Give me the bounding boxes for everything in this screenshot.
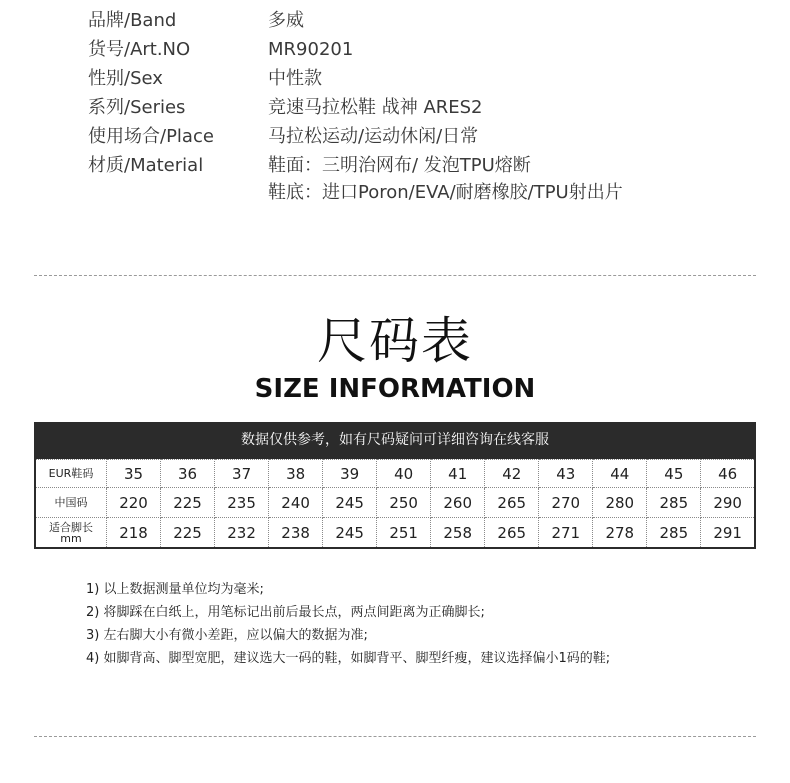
table-cell: 36 (161, 460, 215, 488)
spec-label: 性别/Sex (88, 68, 163, 89)
table-cell: 41 (431, 460, 485, 488)
table-cell: 40 (377, 460, 431, 488)
size-chart-title: 尺码表 (317, 312, 473, 370)
spec-value: 鞋面：三明治网布/ 发泡TPU熔断 (268, 155, 531, 176)
spec-value: 鞋底：进口Poron/EVA/耐磨橡胶/TPU射出片 (268, 182, 623, 203)
table-cell: 39 (323, 460, 377, 488)
size-grid (34, 459, 756, 549)
table-cell: 35 (107, 460, 161, 488)
spec-row-material-sole (88, 178, 623, 207)
size-table (34, 422, 756, 549)
table-cell: 270 (539, 488, 593, 518)
table-cell: 220 (107, 488, 161, 518)
table-cell: 38 (269, 460, 323, 488)
table-cell: 225 (161, 518, 215, 549)
spec-value: 多威 (268, 10, 304, 31)
spec-value: 马拉松运动/运动休闲/日常 (268, 126, 479, 147)
table-cell: 280 (593, 488, 647, 518)
table-cell: 42 (485, 460, 539, 488)
size-chart-subtitle: SIZE INFORMATION (254, 374, 536, 404)
table-cell: 260 (431, 488, 485, 518)
note-item: 2) 将脚踩在白纸上，用笔标记出前后最长点，两点间距离为正确脚长; (86, 605, 485, 620)
note-item: 4) 如脚背高、脚型宽肥，建议选大一码的鞋，如脚背平、脚型纤瘦，建议选择偏小1码的鞋; (86, 651, 611, 666)
row-label-text: EUR鞋码 (48, 467, 94, 480)
row-label-text: 中国码 (54, 496, 88, 509)
product-specs (88, 6, 623, 207)
table-cell: 285 (647, 488, 701, 518)
table-cell: 251 (377, 518, 431, 549)
table-header: 数据仅供参考，如有尺码疑问可详细咨询在线客服 (34, 422, 756, 459)
dashed-divider (34, 736, 756, 737)
table-cell: 218 (107, 518, 161, 549)
spec-row-brand (88, 6, 623, 35)
spec-label: 使用场合/Place (88, 126, 214, 147)
table-cell: 291 (701, 518, 755, 549)
table-cell: 37 (215, 460, 269, 488)
table-cell: 235 (215, 488, 269, 518)
spec-row-place (88, 122, 623, 151)
spec-row-material (88, 151, 623, 180)
spec-row-series (88, 93, 623, 122)
table-cell: 250 (377, 488, 431, 518)
table-cell: 232 (215, 518, 269, 549)
table-cell: 278 (593, 518, 647, 549)
table-row (35, 460, 755, 488)
table-cell: 265 (485, 488, 539, 518)
table-cell: 245 (323, 518, 377, 549)
spec-label: 系列/Series (88, 97, 186, 118)
row-label (35, 518, 107, 549)
spec-row-art-no (88, 35, 623, 64)
table-cell: 46 (701, 460, 755, 488)
row-label-unit: mm (60, 531, 82, 545)
table-cell: 271 (539, 518, 593, 549)
table-cell: 45 (647, 460, 701, 488)
spec-row-sex (88, 64, 623, 93)
table-cell: 240 (269, 488, 323, 518)
spec-value: 中性款 (268, 68, 322, 89)
spec-label: 材质/Material (88, 155, 204, 176)
table-row (35, 518, 755, 549)
spec-label-empty (88, 178, 268, 207)
row-label-text: 适合脚长 (49, 520, 93, 534)
table-cell: 245 (323, 488, 377, 518)
spec-label: 品牌/Band (88, 10, 177, 31)
table-cell: 43 (539, 460, 593, 488)
table-cell: 265 (485, 518, 539, 549)
note-item: 1) 以上数据测量单位均为毫米; (86, 582, 264, 597)
table-cell: 290 (701, 488, 755, 518)
spec-value: MR90201 (268, 39, 354, 60)
size-notes (86, 578, 610, 670)
table-cell: 258 (431, 518, 485, 549)
spec-label: 货号/Art.NO (88, 39, 191, 60)
dashed-divider (34, 275, 756, 276)
note-item: 3) 左右脚大小有微小差距，应以偏大的数据为准; (86, 628, 368, 643)
table-cell: 238 (269, 518, 323, 549)
spec-value: 竞速马拉松鞋 战神 ARES2 (268, 97, 483, 118)
table-row (35, 488, 755, 518)
row-label (35, 488, 107, 518)
table-cell: 44 (593, 460, 647, 488)
table-cell: 285 (647, 518, 701, 549)
row-label (35, 460, 107, 488)
table-cell: 225 (161, 488, 215, 518)
